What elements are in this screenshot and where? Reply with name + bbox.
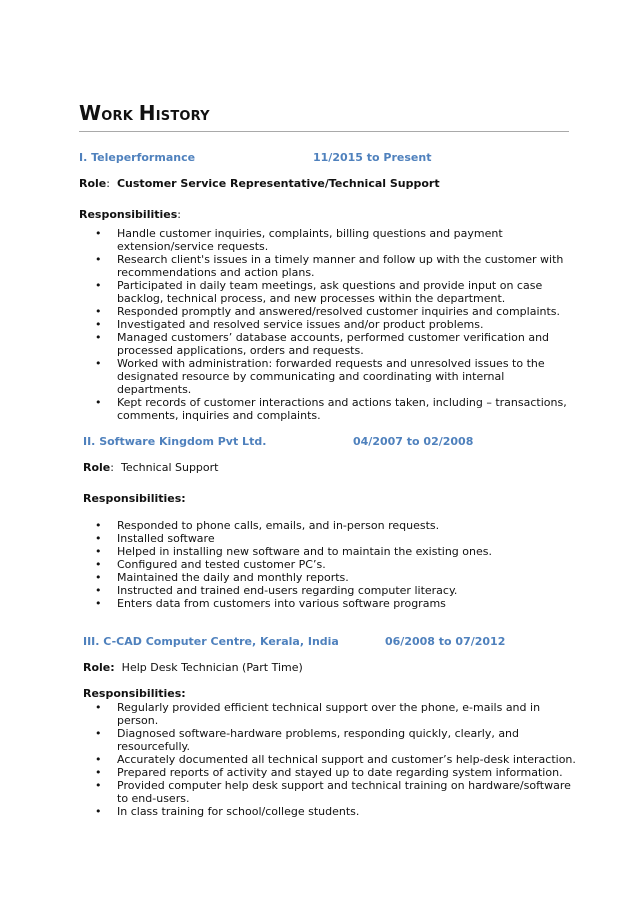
list-item: • Provided computer help desk support and technical training on hardware/software to end-users.: [79, 779, 579, 805]
list-item: • Maintained the daily and monthly reports.: [79, 571, 579, 584]
list-item: • Prepared reports of activity and stayed up to date regarding system information.: [79, 766, 579, 779]
list-item: • Handle customer inquiries, complaints, billing questions and payment extension/service requests.: [79, 227, 579, 253]
heading-rest-istory: ISTORY: [155, 109, 210, 124]
job-1-role-separator: :: [106, 177, 110, 190]
job-1-resp-separator: :: [177, 208, 181, 221]
list-item: • Responded promptly and answered/resolved customer inquiries and complaints.: [79, 305, 579, 318]
job-1-role-value: Customer Service Representative/Technical Support: [116, 177, 440, 190]
job-3-role: [83, 661, 303, 674]
heading-initial-w: W: [79, 101, 102, 125]
job-2-role: [83, 461, 218, 474]
job-3-company: III. C-CAD Computer Centre, Kerala, India: [83, 635, 339, 648]
list-item: • Worked with administration: forwarded requests and unresolved issues to the designated resource by communicating and coordinating with internal departments.: [79, 357, 579, 396]
job-3-responsibilities-list: [79, 701, 579, 818]
heading-rest-ork: ORK: [101, 109, 134, 124]
list-item: • Installed software: [79, 532, 579, 545]
job-1-role-label: Role: [79, 177, 107, 190]
list-item: • Diagnosed software-hardware problems, responding quickly, clearly, and resourcefully.: [79, 727, 579, 753]
list-item: • Kept records of customer interactions and actions taken, including – transactions, comments, inquiries and complaints.: [79, 396, 579, 422]
section-heading-work-history: [79, 101, 210, 125]
heading-initial-h: H: [138, 101, 156, 125]
job-1-resp-label-text: Responsibilities: [79, 208, 178, 221]
list-item: • Responded to phone calls, emails, and in-person requests.: [79, 519, 579, 532]
job-1-dates: 11/2015 to Present: [313, 151, 432, 164]
job-3-role-value: Help Desk Technician (Part Time): [121, 661, 303, 674]
job-3-responsibilities-label: Responsibilities:: [83, 687, 186, 700]
job-2-responsibilities-list: [79, 519, 579, 610]
job-1-company: I. Teleperformance: [79, 151, 196, 164]
list-item: • Enters data from customers into various software programs: [79, 597, 579, 610]
job-2-dates: 04/2007 to 02/2008: [353, 435, 474, 448]
list-item: • Helped in installing new software and to maintain the existing ones.: [79, 545, 579, 558]
list-item: • In class training for school/college students.: [79, 805, 579, 818]
list-item: • Instructed and trained end-users regarding computer literacy.: [79, 584, 579, 597]
job-2-role-label: Role: [83, 461, 111, 474]
job-3-dates: 06/2008 to 07/2012: [385, 635, 506, 648]
job-1-role: [79, 177, 440, 190]
job-1-responsibilities-label: [79, 208, 181, 221]
job-2-role-separator: :: [110, 461, 114, 474]
job-2-company: II. Software Kingdom Pvt Ltd.: [83, 435, 267, 448]
list-item: • Research client's issues in a timely manner and follow up with the customer with recommendations and action plans.: [79, 253, 579, 279]
heading-divider: [79, 131, 569, 132]
list-item: • Regularly provided efficient technical support over the phone, e-mails and in person.: [79, 701, 579, 727]
job-2-role-value: Technical Support: [120, 461, 219, 474]
job-2-responsibilities-label: Responsibilities:: [83, 492, 186, 505]
list-item: • Managed customers’ database accounts, performed customer verification and processed applications, orders and requests.: [79, 331, 579, 357]
list-item: • Accurately documented all technical support and customer’s help-desk interaction.: [79, 753, 579, 766]
job-1-responsibilities-list: [79, 227, 579, 422]
list-item: • Investigated and resolved service issues and/or product problems.: [79, 318, 579, 331]
list-item: • Participated in daily team meetings, ask questions and provide input on case backlog, technical process, and new processes within the department.: [79, 279, 579, 305]
job-3-role-label: Role:: [83, 661, 115, 674]
list-item: • Configured and tested customer PC’s.: [79, 558, 579, 571]
